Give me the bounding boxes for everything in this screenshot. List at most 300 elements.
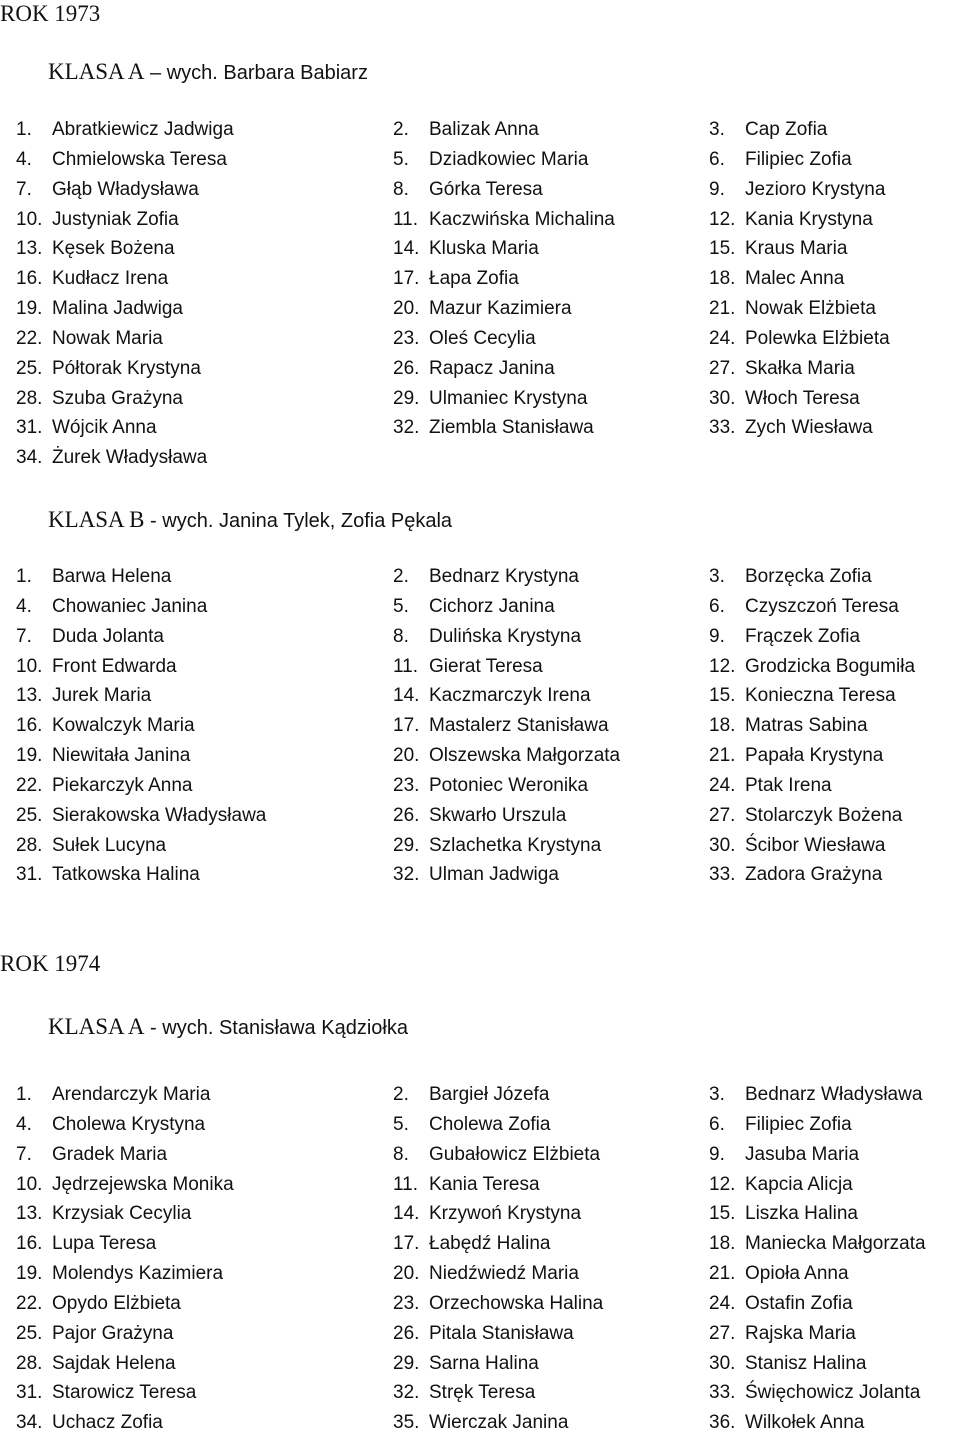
student-list-1974-a	[0, 1080, 960, 1438]
student-entry	[393, 115, 709, 145]
student-number: 36.	[709, 1412, 736, 1434]
student-name: Gierat Teresa	[429, 655, 543, 677]
student-name: Papała Krystyna	[745, 745, 884, 767]
student-name: Łabędź Halina	[429, 1233, 551, 1255]
student-entry	[709, 413, 960, 443]
student-entry	[393, 1110, 709, 1140]
student-entry	[709, 860, 960, 890]
student-entry	[0, 592, 393, 622]
student-number: 34.	[16, 1412, 43, 1434]
student-name: Pajor Grażyna	[52, 1322, 174, 1344]
student-number: 11.	[393, 208, 419, 230]
student-name: Dziadkowiec Maria	[429, 148, 589, 170]
student-name: Cholewa Krystyna	[52, 1113, 206, 1135]
student-entry	[393, 354, 709, 384]
student-name: Front Edwarda	[52, 655, 177, 677]
student-number: 5.	[393, 1113, 409, 1135]
student-number: 17.	[393, 1233, 420, 1255]
student-entry	[393, 652, 709, 682]
student-entry	[0, 384, 393, 414]
student-entry	[393, 1229, 709, 1259]
student-entry	[709, 205, 960, 235]
student-entry	[709, 711, 960, 741]
student-name: Duda Jolanta	[52, 625, 164, 647]
student-entry	[0, 1319, 393, 1349]
student-entry	[393, 681, 709, 711]
student-name: Filipiec Zofia	[745, 1113, 852, 1135]
student-number: 26.	[393, 804, 420, 826]
student-name: Stolarczyk Bożena	[745, 804, 903, 826]
student-name: Matras Sabina	[745, 715, 868, 737]
student-name: Nowak Maria	[52, 327, 163, 349]
student-number: 22.	[16, 327, 43, 349]
student-name: Mastalerz Stanisława	[429, 715, 609, 737]
student-entry	[393, 771, 709, 801]
student-entry	[393, 562, 709, 592]
student-number: 33.	[709, 1382, 736, 1404]
student-name: Szlachetka Krystyna	[429, 834, 602, 856]
student-name: Kraus Maria	[745, 238, 848, 260]
student-name: Niedźwiedź Maria	[429, 1263, 579, 1285]
student-number: 2.	[393, 119, 409, 140]
student-entry	[0, 681, 393, 711]
student-number: 1.	[16, 1084, 32, 1105]
student-number: 16.	[16, 715, 43, 737]
student-name: Filipiec Zofia	[745, 148, 852, 170]
student-list-1973-a	[0, 115, 960, 473]
student-entry	[0, 1289, 393, 1319]
student-entry	[0, 354, 393, 384]
student-number: 2.	[393, 566, 409, 587]
student-name: Uchacz Zofia	[52, 1412, 163, 1434]
student-number: 28.	[16, 834, 43, 856]
student-number: 12.	[709, 1173, 736, 1195]
student-name: Kudłacz Irena	[52, 268, 169, 290]
year-heading-1974: ROK 1974	[0, 951, 101, 976]
student-name: Arendarczyk Maria	[52, 1084, 211, 1105]
student-entry	[0, 443, 393, 473]
student-name: Ziembla Stanisława	[429, 417, 594, 439]
student-number: 35.	[393, 1412, 420, 1434]
student-entry	[393, 1289, 709, 1319]
student-entry	[393, 324, 709, 354]
student-entry	[0, 622, 393, 652]
student-number: 25.	[16, 804, 43, 826]
student-name: Włoch Teresa	[745, 387, 860, 409]
student-number: 20.	[393, 1263, 420, 1285]
student-entry	[709, 592, 960, 622]
student-number: 15.	[709, 238, 736, 260]
student-number: 14.	[393, 1203, 420, 1225]
student-number: 8.	[393, 625, 409, 647]
student-number: 3.	[709, 566, 725, 587]
student-number: 7.	[16, 178, 32, 200]
student-entry	[709, 801, 960, 831]
student-entry	[709, 681, 960, 711]
student-entry	[709, 1170, 960, 1200]
student-name: Cap Zofia	[745, 119, 828, 140]
student-number: 17.	[393, 268, 420, 290]
student-number: 10.	[16, 655, 43, 677]
student-name: Kania Teresa	[429, 1173, 540, 1195]
student-entry	[0, 1080, 393, 1110]
student-number: 26.	[393, 357, 420, 379]
student-name: Opydo Elżbieta	[52, 1292, 181, 1314]
student-entry	[0, 234, 393, 264]
student-name: Liszka Halina	[745, 1203, 858, 1225]
student-number: 4.	[16, 595, 32, 617]
student-number: 21.	[709, 745, 736, 767]
student-entry	[393, 1080, 709, 1110]
student-name: Kaczmarczyk Irena	[429, 685, 591, 707]
student-number: 24.	[709, 327, 736, 349]
student-name: Dulińska Krystyna	[429, 625, 582, 647]
student-entry	[709, 264, 960, 294]
student-name: Chmielowska Teresa	[52, 148, 227, 170]
student-number: 22.	[16, 1292, 43, 1314]
student-number: 23.	[393, 774, 420, 796]
student-number: 9.	[709, 625, 725, 647]
student-name: Jurek Maria	[52, 685, 152, 707]
student-entry	[709, 1110, 960, 1140]
student-entry	[393, 1259, 709, 1289]
student-name: Zych Wiesława	[745, 417, 873, 439]
class-heading-1973-a	[48, 57, 368, 88]
student-name: Zadora Grażyna	[745, 864, 883, 886]
student-entry	[393, 234, 709, 264]
student-number: 31.	[16, 864, 43, 886]
student-entry	[0, 562, 393, 592]
student-number: 22.	[16, 774, 43, 796]
student-name: Lupa Teresa	[52, 1233, 157, 1255]
student-name: Sierakowska Władysława	[52, 804, 267, 826]
student-name: Orzechowska Halina	[429, 1292, 604, 1314]
student-name: Opioła Anna	[745, 1263, 849, 1285]
student-name: Piekarczyk Anna	[52, 774, 193, 796]
student-number: 24.	[709, 774, 736, 796]
student-entry	[393, 1199, 709, 1229]
student-name: Górka Teresa	[429, 178, 543, 200]
student-name: Ostafin Zofia	[745, 1292, 853, 1314]
student-entry	[709, 1289, 960, 1319]
student-entry	[393, 175, 709, 205]
student-name: Maniecka Małgorzata	[745, 1233, 926, 1255]
student-name: Molendys Kazimiera	[52, 1263, 224, 1285]
student-name: Sajdak Helena	[52, 1352, 176, 1374]
student-entry	[0, 1349, 393, 1379]
class-name: KLASA A	[48, 1014, 145, 1039]
student-number: 27.	[709, 804, 736, 826]
student-number: 8.	[393, 178, 409, 200]
student-number: 30.	[709, 1352, 736, 1374]
student-entry	[0, 1140, 393, 1170]
student-number: 5.	[393, 595, 409, 617]
student-entry	[393, 1319, 709, 1349]
student-entry	[393, 711, 709, 741]
student-number: 13.	[16, 238, 43, 260]
student-name: Wilkołek Anna	[745, 1412, 865, 1434]
student-name: Nowak Elżbieta	[745, 298, 876, 320]
student-name: Starowicz Teresa	[52, 1382, 197, 1404]
student-number: 33.	[709, 864, 736, 886]
student-number: 28.	[16, 1352, 43, 1374]
student-name: Cholewa Zofia	[429, 1113, 551, 1135]
student-name: Szuba Grażyna	[52, 387, 183, 409]
student-entry	[0, 324, 393, 354]
student-number: 16.	[16, 268, 43, 290]
student-entry	[0, 145, 393, 175]
student-entry	[0, 413, 393, 443]
student-number: 1.	[16, 566, 32, 587]
student-entry	[393, 384, 709, 414]
student-entry	[0, 264, 393, 294]
class-teacher: – wych. Barbara Babiarz	[144, 62, 368, 84]
student-entry	[0, 205, 393, 235]
student-entry	[0, 1199, 393, 1229]
student-number: 14.	[393, 685, 420, 707]
student-name: Gubałowicz Elżbieta	[429, 1143, 601, 1165]
student-name: Sarna Halina	[429, 1352, 539, 1374]
student-entry	[0, 1110, 393, 1140]
student-entry	[709, 354, 960, 384]
student-name: Borzęcka Zofia	[745, 566, 872, 587]
student-number: 15.	[709, 1203, 736, 1225]
student-name: Bargieł Józefa	[429, 1084, 550, 1105]
student-name: Skwarło Urszula	[429, 804, 567, 826]
student-number: 20.	[393, 745, 420, 767]
student-name: Barwa Helena	[52, 566, 172, 587]
student-name: Żurek Władysława	[52, 447, 208, 469]
student-entry	[709, 1349, 960, 1379]
student-number: 29.	[393, 387, 420, 409]
student-entry	[0, 771, 393, 801]
student-name: Malina Jadwiga	[52, 298, 183, 320]
student-number: 29.	[393, 1352, 420, 1374]
student-name: Kowalczyk Maria	[52, 715, 195, 737]
student-name: Skałka Maria	[745, 357, 855, 379]
student-entry	[0, 1170, 393, 1200]
student-number: 29.	[393, 834, 420, 856]
student-entry	[709, 384, 960, 414]
student-entry	[709, 234, 960, 264]
student-number: 6.	[709, 148, 725, 170]
student-name: Tatkowska Halina	[52, 864, 200, 886]
class-heading-1974-a	[48, 1012, 408, 1043]
student-entry	[709, 1080, 960, 1110]
student-number: 9.	[709, 178, 725, 200]
class-name: KLASA A	[48, 59, 145, 84]
student-name: Frączek Zofia	[745, 625, 861, 647]
student-number: 25.	[16, 357, 43, 379]
student-entry	[393, 294, 709, 324]
class-name: KLASA B	[48, 507, 145, 532]
student-name: Łapa Zofia	[429, 268, 519, 290]
student-entry	[393, 801, 709, 831]
student-entry	[393, 1378, 709, 1408]
class-teacher: - wych. Janina Tylek, Zofia Pękala	[144, 510, 453, 532]
student-number: 33.	[709, 417, 736, 439]
student-number: 34.	[16, 447, 43, 469]
student-name: Kaczwińska Michalina	[429, 208, 615, 230]
student-entry	[0, 652, 393, 682]
year-heading-1973: ROK 1973	[0, 1, 101, 26]
student-number: 6.	[709, 595, 725, 617]
student-number: 10.	[16, 208, 43, 230]
student-entry	[0, 741, 393, 771]
student-name: Abratkiewicz Jadwiga	[52, 119, 234, 140]
student-list-1973-b	[0, 562, 960, 890]
student-name: Gradek Maria	[52, 1143, 168, 1165]
student-entry	[393, 831, 709, 861]
student-entry	[709, 294, 960, 324]
student-number: 4.	[16, 1113, 32, 1135]
student-entry	[0, 860, 393, 890]
student-entry	[393, 1140, 709, 1170]
student-entry	[0, 175, 393, 205]
student-number: 19.	[16, 1263, 43, 1285]
student-name: Ulmaniec Krystyna	[429, 387, 588, 409]
student-entry	[709, 741, 960, 771]
student-number: 18.	[709, 1233, 736, 1255]
student-entry	[0, 294, 393, 324]
student-entry	[709, 175, 960, 205]
student-name: Stręk Teresa	[429, 1382, 536, 1404]
student-name: Pitala Stanisława	[429, 1322, 574, 1344]
student-number: 23.	[393, 327, 420, 349]
student-name: Kęsek Bożena	[52, 238, 175, 260]
student-number: 32.	[393, 864, 420, 886]
student-name: Mazur Kazimiera	[429, 298, 572, 320]
student-name: Jezioro Krystyna	[745, 178, 886, 200]
student-number: 18.	[709, 268, 736, 290]
student-number: 20.	[393, 298, 420, 320]
student-name: Malec Anna	[745, 268, 845, 290]
student-number: 3.	[709, 119, 725, 140]
student-name: Krzysiak Cecylia	[52, 1203, 192, 1225]
student-entry	[709, 562, 960, 592]
student-entry	[709, 1229, 960, 1259]
student-number: 26.	[393, 1322, 420, 1344]
student-name: Jędrzejewska Monika	[52, 1173, 234, 1195]
student-entry	[709, 652, 960, 682]
student-entry	[709, 1199, 960, 1229]
student-number: 31.	[16, 417, 43, 439]
student-number: 21.	[709, 298, 736, 320]
student-entry	[0, 1229, 393, 1259]
student-number: 28.	[16, 387, 43, 409]
student-number: 11.	[393, 655, 419, 677]
student-name: Półtorak Krystyna	[52, 357, 201, 379]
student-name: Potoniec Weronika	[429, 774, 589, 796]
student-number: 3.	[709, 1084, 725, 1105]
student-number: 2.	[393, 1084, 409, 1105]
student-name: Stanisz Halina	[745, 1352, 867, 1374]
student-entry	[393, 1170, 709, 1200]
student-entry	[0, 1259, 393, 1289]
student-entry	[0, 711, 393, 741]
student-entry	[0, 1378, 393, 1408]
student-name: Głąb Władysława	[52, 178, 199, 200]
student-number: 23.	[393, 1292, 420, 1314]
student-name: Niewitała Janina	[52, 745, 191, 767]
student-number: 25.	[16, 1322, 43, 1344]
student-number: 13.	[16, 685, 43, 707]
student-number: 12.	[709, 208, 736, 230]
student-name: Czyszczoń Teresa	[745, 595, 899, 617]
student-entry	[709, 1259, 960, 1289]
student-entry	[709, 324, 960, 354]
student-entry	[393, 145, 709, 175]
student-name: Oleś Cecylia	[429, 327, 536, 349]
student-number: 21.	[709, 1263, 736, 1285]
student-name: Konieczna Teresa	[745, 685, 896, 707]
student-name: Justyniak Zofia	[52, 208, 179, 230]
student-number: 31.	[16, 1382, 43, 1404]
student-number: 10.	[16, 1173, 43, 1195]
student-entry	[393, 264, 709, 294]
student-entry	[709, 145, 960, 175]
student-name: Rapacz Janina	[429, 357, 555, 379]
student-entry	[393, 741, 709, 771]
student-name: Ptak Irena	[745, 774, 832, 796]
class-heading-1973-b	[48, 505, 452, 536]
student-name: Cichorz Janina	[429, 595, 555, 617]
student-name: Kania Krystyna	[745, 208, 873, 230]
student-entry	[709, 1319, 960, 1349]
student-name: Sułek Lucyna	[52, 834, 167, 856]
student-name: Ścibor Wiesława	[745, 834, 886, 856]
student-number: 7.	[16, 1143, 32, 1165]
student-number: 19.	[16, 298, 43, 320]
student-entry	[0, 115, 393, 145]
student-name: Krzywoń Krystyna	[429, 1203, 582, 1225]
student-entry	[709, 831, 960, 861]
student-name: Kluska Maria	[429, 238, 539, 260]
student-number: 7.	[16, 625, 32, 647]
student-name: Jasuba Maria	[745, 1143, 860, 1165]
student-entry	[709, 1140, 960, 1170]
student-number: 1.	[16, 119, 32, 140]
student-entry	[0, 831, 393, 861]
student-number: 16.	[16, 1233, 43, 1255]
student-name: Chowaniec Janina	[52, 595, 208, 617]
student-number: 30.	[709, 387, 736, 409]
student-entry	[393, 413, 709, 443]
student-number: 9.	[709, 1143, 725, 1165]
student-number: 14.	[393, 238, 420, 260]
student-name: Olszewska Małgorzata	[429, 745, 621, 767]
student-entry	[709, 771, 960, 801]
student-name: Kapcia Alicja	[745, 1173, 853, 1195]
student-number: 30.	[709, 834, 736, 856]
student-name: Rajska Maria	[745, 1322, 856, 1344]
student-entry	[393, 1349, 709, 1379]
student-number: 24.	[709, 1292, 736, 1314]
student-entry	[709, 115, 960, 145]
student-number: 27.	[709, 357, 736, 379]
student-number: 6.	[709, 1113, 725, 1135]
student-number: 27.	[709, 1322, 736, 1344]
student-entry	[393, 860, 709, 890]
student-name: Wierczak Janina	[429, 1412, 569, 1434]
student-name: Grodzicka Bogumiła	[745, 655, 916, 677]
student-name: Święchowicz Jolanta	[745, 1382, 921, 1404]
student-name: Bednarz Władysława	[745, 1084, 923, 1105]
class-teacher: - wych. Stanisława Kądziołka	[144, 1017, 408, 1039]
student-entry	[709, 1378, 960, 1408]
student-name: Polewka Elżbieta	[745, 327, 890, 349]
student-number: 32.	[393, 1382, 420, 1404]
